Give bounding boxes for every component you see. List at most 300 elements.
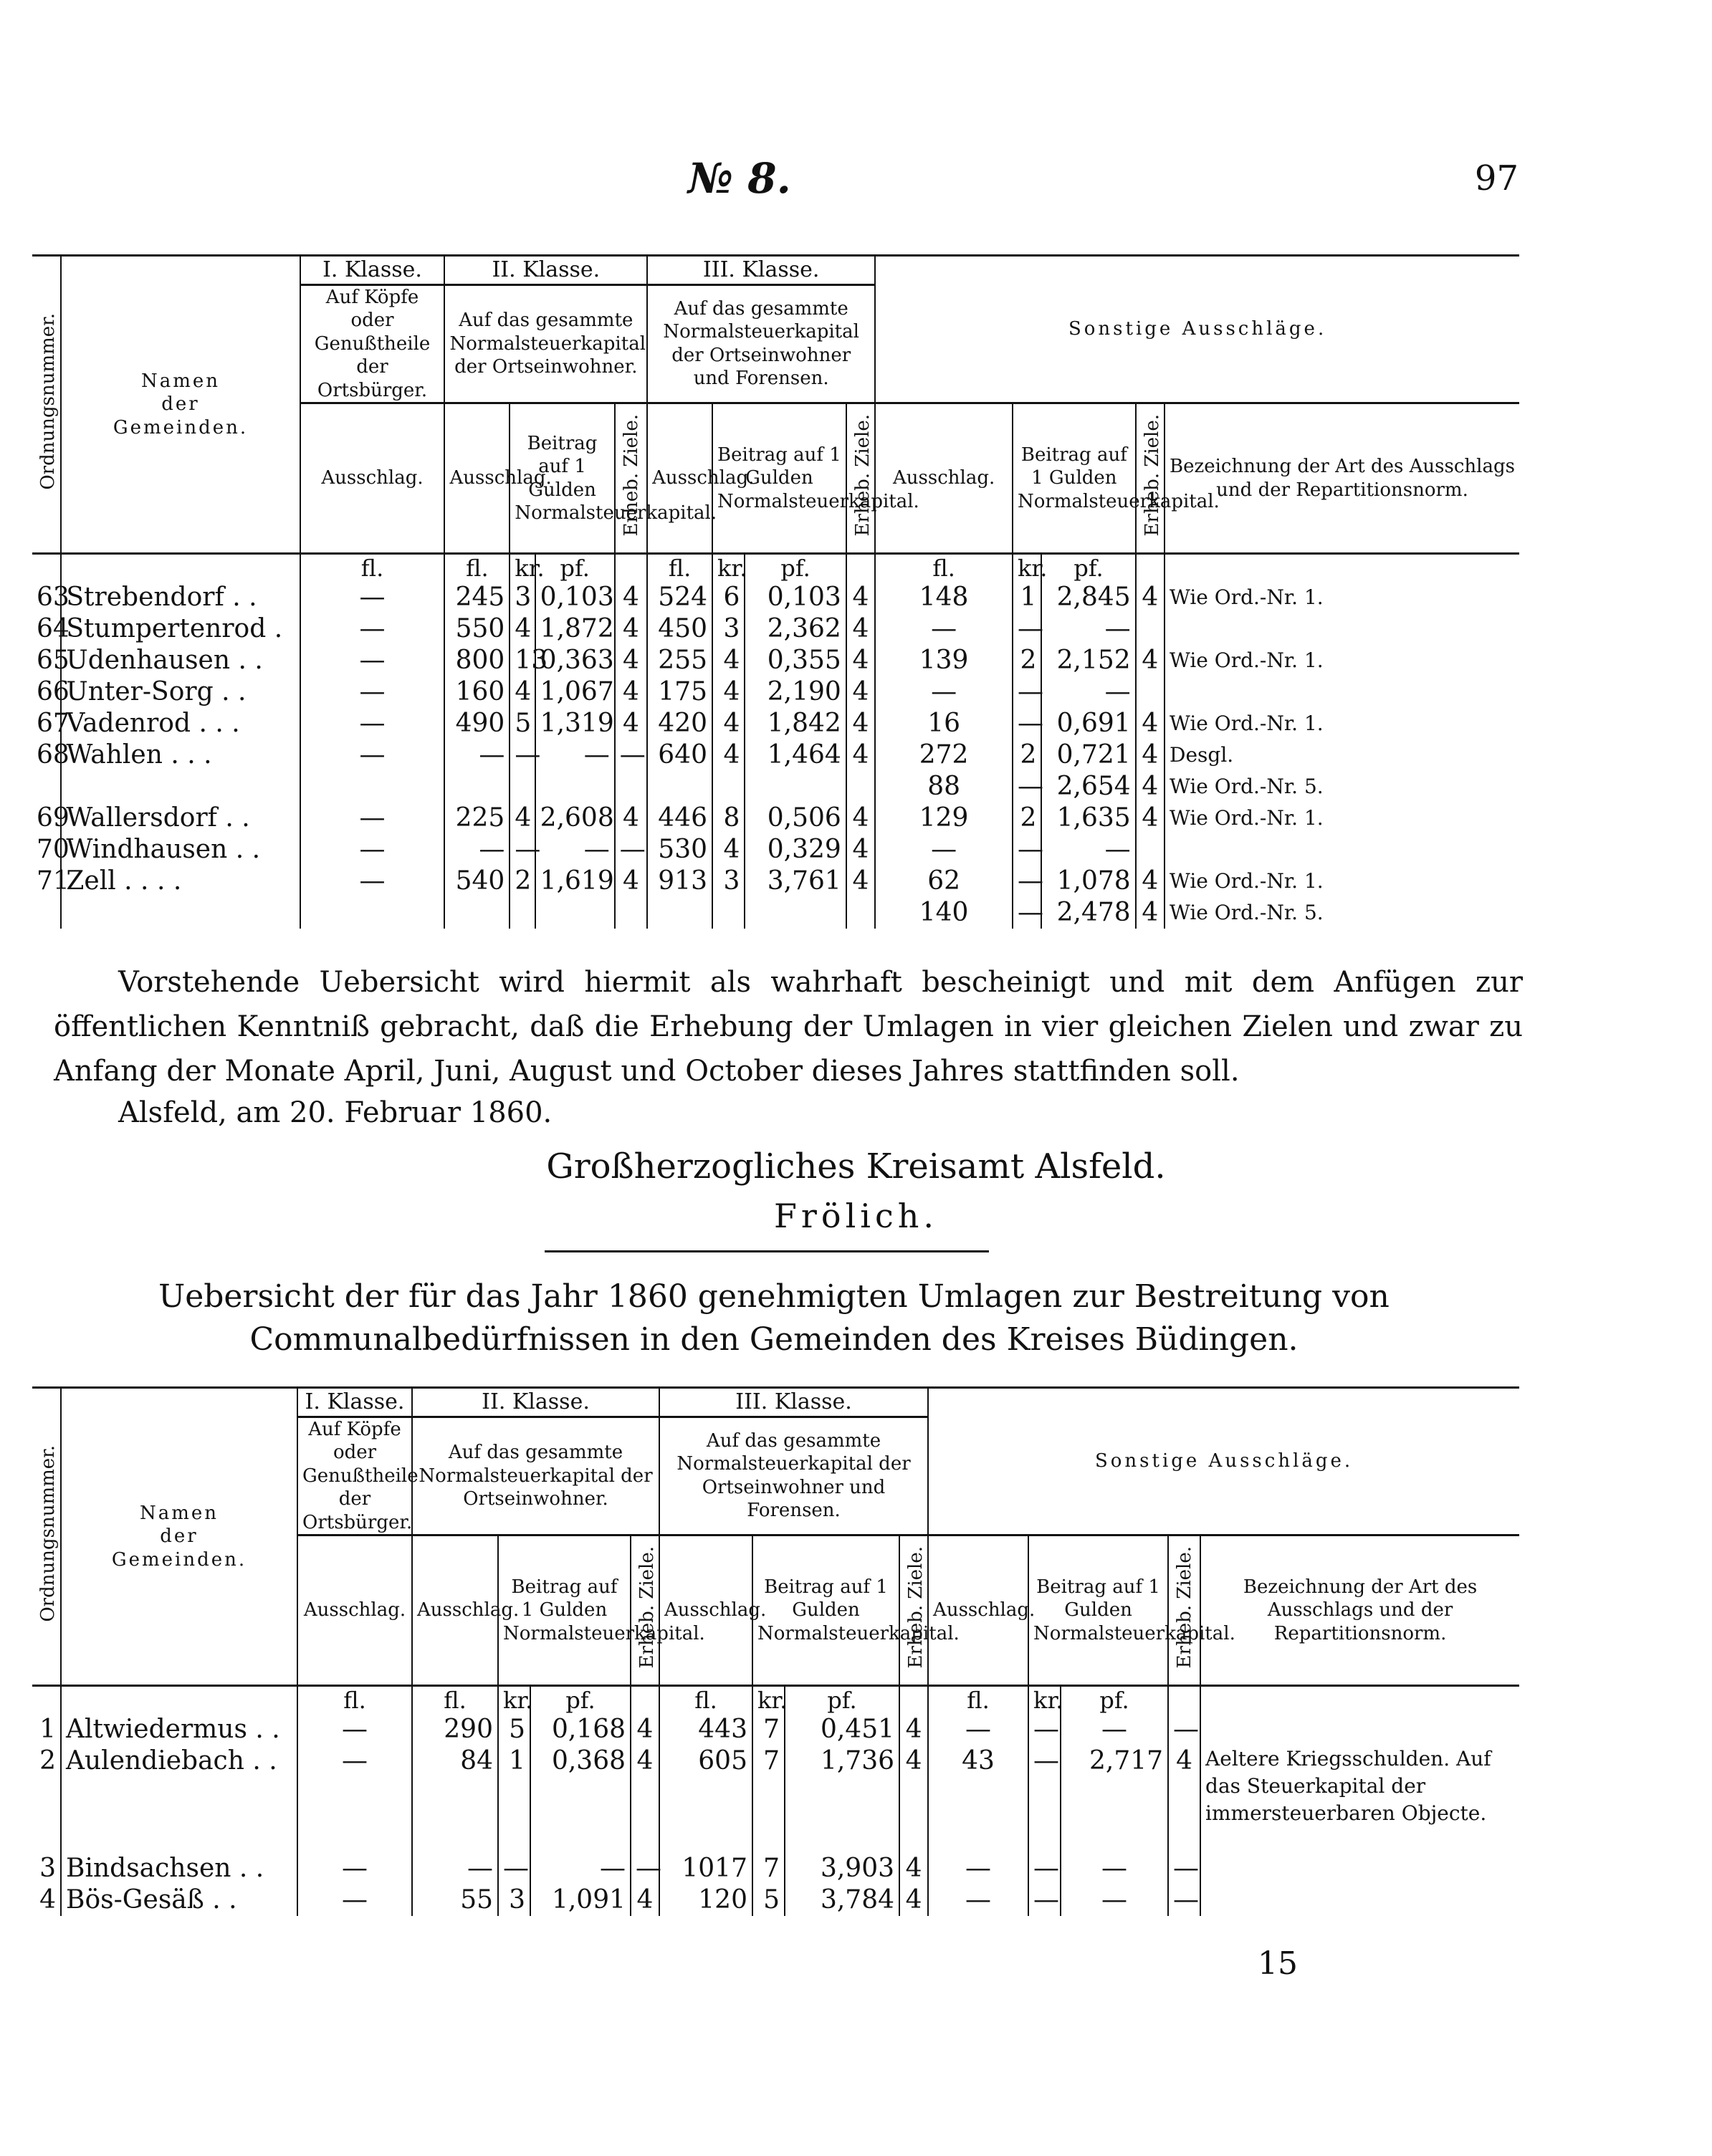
cell-n: 70 — [32, 834, 61, 866]
table-cell — [32, 1388, 61, 1686]
cell-k2-z: 4 — [615, 645, 647, 676]
cell-k1: — — [300, 645, 445, 676]
cell-n: 66 — [32, 676, 61, 708]
cell-k2-z: — — [615, 834, 647, 866]
cell-k2-fl: 55 — [412, 1884, 498, 1916]
cell-k2-pf: 1,619 — [535, 866, 615, 897]
cell-s-fl: 272 — [875, 739, 1013, 771]
cell-n: 63 — [32, 582, 61, 613]
klasse2-desc: Auf das gesammte Normalsteuerkapital der Ortseinwohner. — [444, 284, 647, 403]
cell-k3-kr: 7 — [752, 1745, 785, 1853]
klasse1-header: I. Klasse. — [300, 256, 445, 285]
klasse1-desc: Auf Köpfe oder Genußtheile der Ortsbürger. — [300, 284, 445, 403]
table-cell — [61, 1686, 297, 1715]
cell-s-z: 4 — [1136, 645, 1165, 676]
cell-k3-z: 4 — [846, 613, 875, 645]
klasse2-header: II. Klasse. — [412, 1388, 659, 1417]
cell-k3-fl — [647, 771, 712, 802]
cell-s-pf: 2,717 — [1061, 1745, 1168, 1853]
cell-k2-pf: 1,319 — [535, 708, 615, 739]
cell-s-z: 4 — [1136, 582, 1165, 613]
cell-k3-z: 4 — [846, 802, 875, 834]
cell-k3-fl: 175 — [647, 676, 712, 708]
cell-s-z — [1136, 834, 1165, 866]
cell-k1: — — [300, 582, 445, 613]
cell-k1 — [300, 771, 445, 802]
cell-s-pf: — — [1061, 1884, 1168, 1916]
cell-s-kr: — — [1028, 1853, 1061, 1884]
table-row — [32, 676, 1519, 708]
cell-k3-z: 4 — [846, 645, 875, 676]
cell-s-z: 4 — [1136, 708, 1165, 739]
cell-k2-z: 4 — [631, 1745, 659, 1853]
cell-k2-kr: 4 — [510, 613, 535, 645]
cell-n: 69 — [32, 802, 61, 834]
k2-ziele: Erheb. Ziele. — [620, 414, 642, 537]
cell-rem — [1165, 834, 1519, 866]
cell-k3-kr: 4 — [712, 676, 745, 708]
cell-k3-fl: 443 — [659, 1714, 752, 1745]
cell-k3-pf: 0,451 — [785, 1714, 899, 1745]
cell-k2-z: 4 — [615, 676, 647, 708]
cell-k2-fl: 160 — [444, 676, 510, 708]
cell-fl: fl. — [412, 1686, 498, 1715]
cell-s-pf: — — [1041, 676, 1135, 708]
cell-k2-pf: — — [535, 834, 615, 866]
table-head — [32, 256, 1519, 583]
cell-rem: Wie Ord.-Nr. 5. — [1170, 775, 1324, 798]
cell-k3-pf: 0,355 — [745, 645, 846, 676]
cell-k2-kr: 13 — [510, 645, 535, 676]
cell-rem — [1165, 676, 1519, 708]
cell-k1: — — [300, 676, 445, 708]
cell-n: 71 — [32, 866, 61, 897]
cell-k1: — — [300, 708, 445, 739]
sheet-signature: 15 — [1258, 1945, 1298, 1982]
cell-k3-z: 4 — [846, 866, 875, 897]
cell-k2-fl: 245 — [444, 582, 510, 613]
table-row — [32, 771, 1519, 802]
s-ziele: Erheb. Ziele. — [1174, 1546, 1196, 1669]
cell-k2-kr: — — [510, 739, 535, 771]
cell-fl: fl. — [444, 554, 510, 583]
cell-s-fl: 43 — [928, 1745, 1028, 1853]
cell-k3-pf: 1,464 — [745, 739, 846, 771]
table-row — [32, 1884, 1519, 1916]
cell-k2-fl: 290 — [412, 1714, 498, 1745]
cell-k1: — — [300, 866, 445, 897]
cell-k3-fl: 255 — [647, 645, 712, 676]
cell-s-pf: 2,478 — [1041, 897, 1135, 929]
cell-n: 1 — [32, 1714, 61, 1745]
cell-n: 68 — [32, 739, 61, 771]
cell-k2-pf — [535, 771, 615, 802]
cell-n: 65 — [32, 645, 61, 676]
cell-k2-kr: — — [498, 1853, 530, 1884]
cell-n: 2 — [32, 1745, 61, 1853]
cell-s-pf: — — [1061, 1714, 1168, 1745]
cell-name: Aulendiebach . . — [61, 1745, 297, 1853]
cell-k2-pf: 0,103 — [535, 582, 615, 613]
table-row — [32, 582, 1519, 613]
k2-beitrag: Beitrag auf 1 Gulden Normalsteuerkapital. — [498, 1535, 631, 1686]
cell-s-z: 4 — [1168, 1745, 1200, 1853]
cell-s-kr: — — [1028, 1884, 1061, 1916]
cell-k3-kr: 8 — [712, 802, 745, 834]
cell-k2-fl: 550 — [444, 613, 510, 645]
table-cell — [615, 554, 647, 583]
table-cell — [846, 403, 875, 554]
cell-s-fl: 148 — [875, 582, 1013, 613]
cell-k3-fl: 420 — [647, 708, 712, 739]
table-row — [32, 802, 1519, 834]
cell-pf: pf. — [785, 1686, 899, 1715]
cell-rem: Desgl. — [1170, 743, 1234, 767]
section-title: Uebersicht der für das Jahr 1860 genehmigten Umlagen zur Bestreitung von Communalbedürfnissen in den Gemeinden des Kreises Büdingen. — [158, 1278, 1390, 1358]
cell-pf: pf. — [1061, 1686, 1168, 1715]
cell-k2-pf: 2,608 — [535, 802, 615, 834]
table-row — [32, 708, 1519, 739]
separator-rule — [545, 1250, 989, 1252]
cell-k2-fl: 225 — [444, 802, 510, 834]
k3-ausschlag: Ausschlag. — [647, 403, 712, 554]
table-row — [32, 834, 1519, 866]
issuing-authority: Großherzogliches Kreisamt Alsfeld. — [546, 1146, 1166, 1187]
cell-k1: — — [297, 1884, 412, 1916]
page-number: 97 — [1474, 158, 1519, 198]
cell-k3-pf: 1,842 — [745, 708, 846, 739]
cell-s-z: 4 — [1136, 866, 1165, 897]
cell-name: Zell . . . . — [61, 866, 300, 897]
cell-k2-kr — [510, 771, 535, 802]
cell-k3-z — [846, 897, 875, 929]
cell-s-fl: 88 — [875, 771, 1013, 802]
cell-k2-z: 4 — [615, 582, 647, 613]
signature: Frölich. — [773, 1197, 939, 1235]
cell-k2-z: 4 — [631, 1884, 659, 1916]
table-cell — [1168, 1535, 1200, 1686]
cell-name: Altwiedermus . . — [61, 1714, 297, 1745]
cell-name: Unter-Sorg . . — [61, 676, 300, 708]
cell-k2-kr: 5 — [510, 708, 535, 739]
cell-k2-fl: 490 — [444, 708, 510, 739]
cell-name: Windhausen . . — [61, 834, 300, 866]
table-cell — [32, 1686, 61, 1715]
cell-s-pf: 2,654 — [1041, 771, 1135, 802]
cell-k3-pf: 3,761 — [745, 866, 846, 897]
table-row — [32, 645, 1519, 676]
cell-fl: fl. — [875, 554, 1013, 583]
s-bezeichnung: Bezeichnung der Art des Ausschlags und der Repartitionsnorm. — [1170, 456, 1515, 501]
cell-s-kr: — — [1013, 676, 1041, 708]
cell-k3-z: 4 — [846, 676, 875, 708]
cell-k3-fl: 120 — [659, 1884, 752, 1916]
cell-name — [61, 771, 300, 802]
cell-k3-kr: 7 — [752, 1714, 785, 1745]
cell-pf: pf. — [745, 554, 846, 583]
cell-s-z: 4 — [1136, 802, 1165, 834]
s-ausschlag: Ausschlag. — [928, 1535, 1028, 1686]
cell-kr: kr. — [1013, 554, 1041, 583]
cell-k3-pf: 3,903 — [785, 1853, 899, 1884]
cell-rem: Wie Ord.-Nr. 1. — [1170, 648, 1324, 672]
cell-s-kr: — — [1013, 866, 1041, 897]
cell-n: 3 — [32, 1853, 61, 1884]
cell-k3-pf — [745, 771, 846, 802]
k2-ziele: Erheb. Ziele. — [636, 1546, 658, 1669]
cell-k2-kr: 3 — [510, 582, 535, 613]
cell-k3-fl: 530 — [647, 834, 712, 866]
cell-k1 — [300, 897, 445, 929]
cell-k3-fl: 524 — [647, 582, 712, 613]
cell-kr: kr. — [752, 1686, 785, 1715]
klasse2-desc: Auf das gesammte Normalsteuerkapital der Ortseinwohner. — [412, 1417, 659, 1535]
cell-s-pf: 0,721 — [1041, 739, 1135, 771]
k1-ausschlag: Ausschlag. — [300, 403, 445, 554]
cell-s-pf: 2,152 — [1041, 645, 1135, 676]
cell-k3-z: 4 — [846, 708, 875, 739]
cell-k2-pf: 0,368 — [530, 1745, 631, 1853]
cell-k3-z: 4 — [846, 834, 875, 866]
cell-k3-kr: 3 — [712, 613, 745, 645]
cell-fl: fl. — [647, 554, 712, 583]
table-cell — [631, 1535, 659, 1686]
table-cell — [61, 554, 300, 583]
cell-s-pf: — — [1061, 1853, 1168, 1884]
cell-n — [32, 897, 61, 929]
cell-fl: fl. — [659, 1686, 752, 1715]
table-head — [32, 1388, 1519, 1715]
s-ausschlag: Ausschlag. — [875, 403, 1013, 554]
klasse3-desc: Auf das gesammte Normalsteuerkapital der Ortseinwohner und Forensen. — [659, 1417, 928, 1535]
cell-k2-pf: 1,067 — [535, 676, 615, 708]
cell-k2-kr — [510, 897, 535, 929]
cell-s-fl: — — [875, 613, 1013, 645]
klasse1-desc: Auf Köpfe oder Genußtheile der Ortsbürger. — [297, 1417, 412, 1535]
cell-s-pf: — — [1041, 834, 1135, 866]
cell-k3-kr: 4 — [712, 834, 745, 866]
cell-k2-pf: — — [530, 1853, 631, 1884]
cell-k2-z: 4 — [615, 613, 647, 645]
cell-name: Wallersdorf . . — [61, 802, 300, 834]
cell-k3-kr — [712, 771, 745, 802]
k3-ausschlag: Ausschlag. — [659, 1535, 752, 1686]
cell-k2-z — [615, 771, 647, 802]
k3-ziele: Erheb. Ziele. — [905, 1546, 927, 1669]
cell-k3-pf: 0,329 — [745, 834, 846, 866]
cell-fl: fl. — [300, 554, 445, 583]
cell-k2-pf: 1,872 — [535, 613, 615, 645]
cell-s-z: 4 — [1136, 897, 1165, 929]
cell-rem — [1200, 1714, 1519, 1745]
s-beitrag: Beitrag auf 1 Gulden Normalsteuerkapital. — [1013, 403, 1136, 554]
table-cell — [615, 403, 647, 554]
table-body — [32, 582, 1519, 929]
cell-k3-fl: 446 — [647, 802, 712, 834]
cell-fl: fl. — [928, 1686, 1028, 1715]
cell-n: 4 — [32, 1884, 61, 1916]
cell-k2-pf: 0,363 — [535, 645, 615, 676]
cell-s-fl: 16 — [875, 708, 1013, 739]
k2-ausschlag: Ausschlag. — [412, 1535, 498, 1686]
cell-s-fl: 62 — [875, 866, 1013, 897]
cell-k3-fl: 450 — [647, 613, 712, 645]
klasse3-header: III. Klasse. — [647, 256, 875, 285]
cell-s-kr: 2 — [1013, 739, 1041, 771]
gemeinden-header: Namen der Gemeinden. — [61, 1388, 297, 1686]
s-bezeichnung: Bezeichnung der Art des Ausschlags und der Repartitionsnorm. — [1243, 1576, 1478, 1644]
cell-kr: kr. — [510, 554, 535, 583]
cell-s-z: — — [1168, 1714, 1200, 1745]
table-cell — [32, 256, 61, 554]
cell-n: 64 — [32, 613, 61, 645]
cell-k3-z: 4 — [846, 582, 875, 613]
table-row — [32, 739, 1519, 771]
cell-k2-kr: 2 — [510, 866, 535, 897]
sonstige-header: Sonstige Ausschläge. — [928, 1388, 1519, 1535]
cell-k3-pf: 2,190 — [745, 676, 846, 708]
cell-k2-fl: — — [412, 1853, 498, 1884]
k1-ausschlag: Ausschlag. — [297, 1535, 412, 1686]
cell-k3-fl: 1017 — [659, 1853, 752, 1884]
cell-k1: — — [297, 1853, 412, 1884]
cell-s-pf: 2,845 — [1041, 582, 1135, 613]
cell-s-pf: 1,635 — [1041, 802, 1135, 834]
cell-s-fl: — — [928, 1853, 1028, 1884]
table-row — [32, 1714, 1519, 1745]
cell-n — [32, 771, 61, 802]
table-cell — [899, 1535, 928, 1686]
table-cell — [1136, 554, 1165, 583]
k3-beitrag: Beitrag auf 1 Gulden Normalsteuerkapital. — [752, 1535, 899, 1686]
cell-k3-pf: 3,784 — [785, 1884, 899, 1916]
table-row — [32, 866, 1519, 897]
cell-k2-fl: 540 — [444, 866, 510, 897]
cell-kr: kr. — [1028, 1686, 1061, 1715]
cell-s-pf: 0,691 — [1041, 708, 1135, 739]
cell-kr: kr. — [498, 1686, 530, 1715]
cell-name: Strebendorf . . — [61, 582, 300, 613]
cell-k2-z: 4 — [631, 1714, 659, 1745]
cell-s-kr: — — [1028, 1714, 1061, 1745]
cell-s-z: 4 — [1136, 739, 1165, 771]
table-body — [32, 1714, 1519, 1916]
cell-k1: — — [300, 613, 445, 645]
table-cell — [1136, 403, 1165, 554]
cell-s-fl: — — [928, 1884, 1028, 1916]
cell-k3-fl: 913 — [647, 866, 712, 897]
cell-k3-pf — [745, 897, 846, 929]
table-cell — [32, 554, 61, 583]
ordnungsnummer-header: Ordnungsnummer. — [37, 312, 59, 490]
cell-s-kr: 1 — [1013, 582, 1041, 613]
cell-name: Bös-Gesäß . . — [61, 1884, 297, 1916]
cell-k2-fl — [444, 897, 510, 929]
cell-k3-pf: 0,103 — [745, 582, 846, 613]
table-kreis-buedingen — [32, 1386, 1519, 1916]
cell-k3-z: 4 — [899, 1745, 928, 1853]
cell-k3-fl: 640 — [647, 739, 712, 771]
cell-s-z: — — [1168, 1853, 1200, 1884]
klasse3-header: III. Klasse. — [659, 1388, 928, 1417]
ordnungsnummer-header: Ordnungsnummer. — [37, 1444, 59, 1622]
cell-k2-fl: — — [444, 834, 510, 866]
units-row — [32, 554, 1519, 583]
cell-k2-pf: 1,091 — [530, 1884, 631, 1916]
cell-rem: Wie Ord.-Nr. 5. — [1170, 901, 1324, 924]
cell-k3-kr: 4 — [712, 645, 745, 676]
cell-name — [61, 897, 300, 929]
gemeinden-header: Namen der Gemeinden. — [61, 256, 300, 554]
k2-ausschlag: Ausschlag. — [444, 403, 510, 554]
cell-k3-pf: 0,506 — [745, 802, 846, 834]
table-row — [32, 613, 1519, 645]
cell-s-z: — — [1168, 1884, 1200, 1916]
cell-name: Bindsachsen . . — [61, 1853, 297, 1884]
table-cell — [1168, 1686, 1200, 1715]
cell-s-fl: — — [875, 676, 1013, 708]
cell-k2-pf — [535, 897, 615, 929]
cell-rem — [1200, 1884, 1519, 1916]
place-date: Alsfeld, am 20. Februar 1860. — [118, 1096, 553, 1129]
cell-k2-z: 4 — [615, 708, 647, 739]
klasse1-header: I. Klasse. — [297, 1388, 412, 1417]
cell-s-pf: 1,078 — [1041, 866, 1135, 897]
cell-k2-kr: — — [510, 834, 535, 866]
cell-k3-kr: 6 — [712, 582, 745, 613]
cell-name: Stumpertenrod . — [61, 613, 300, 645]
cell-s-fl: 140 — [875, 897, 1013, 929]
cell-s-fl: — — [928, 1714, 1028, 1745]
cell-rem — [1165, 613, 1519, 645]
cell-k2-kr: 3 — [498, 1884, 530, 1916]
cell-rem: Aeltere Kriegsschulden. Auf das Steuerkapital der immersteuerbaren Objecte. — [1205, 1747, 1491, 1825]
cell-k3-kr: 3 — [712, 866, 745, 897]
cell-k3-z — [846, 771, 875, 802]
cell-k2-fl: 84 — [412, 1745, 498, 1853]
klasse3-desc: Auf das gesammte Normalsteuerkapital der Ortseinwohner und Forensen. — [647, 284, 875, 403]
cell-k3-kr: 4 — [712, 739, 745, 771]
table-cell — [899, 1686, 928, 1715]
cell-s-fl: — — [875, 834, 1013, 866]
cell-fl: fl. — [297, 1686, 412, 1715]
table-row — [32, 1853, 1519, 1884]
cell-name: Vadenrod . . . — [61, 708, 300, 739]
cell-s-kr: — — [1013, 897, 1041, 929]
cell-rem: Wie Ord.-Nr. 1. — [1170, 585, 1324, 609]
cell-rem: Wie Ord.-Nr. 1. — [1170, 869, 1324, 893]
cell-k2-z: — — [615, 739, 647, 771]
cell-k3-kr: 5 — [752, 1884, 785, 1916]
table-cell — [846, 554, 875, 583]
units-row — [32, 1686, 1519, 1715]
cell-k2-kr: 4 — [510, 802, 535, 834]
klasse2-header: II. Klasse. — [444, 256, 647, 285]
cell-k3-kr: 7 — [752, 1853, 785, 1884]
cell-k3-fl: 605 — [659, 1745, 752, 1853]
cell-s-kr: — — [1013, 834, 1041, 866]
s-ziele: Erheb. Ziele. — [1141, 414, 1163, 537]
k2-beitrag: Beitrag auf 1 Gulden Normalsteuerkapital. — [510, 403, 614, 554]
sonstige-header: Sonstige Ausschläge. — [875, 256, 1519, 403]
cell-rem — [1200, 1853, 1519, 1884]
cell-k2-z: 4 — [615, 866, 647, 897]
cell-s-pf: — — [1041, 613, 1135, 645]
cell-k2-pf: — — [535, 739, 615, 771]
cell-k2-fl: 800 — [444, 645, 510, 676]
table-kreis-alsfeld — [32, 254, 1519, 929]
cell-rem: Wie Ord.-Nr. 1. — [1170, 712, 1324, 735]
